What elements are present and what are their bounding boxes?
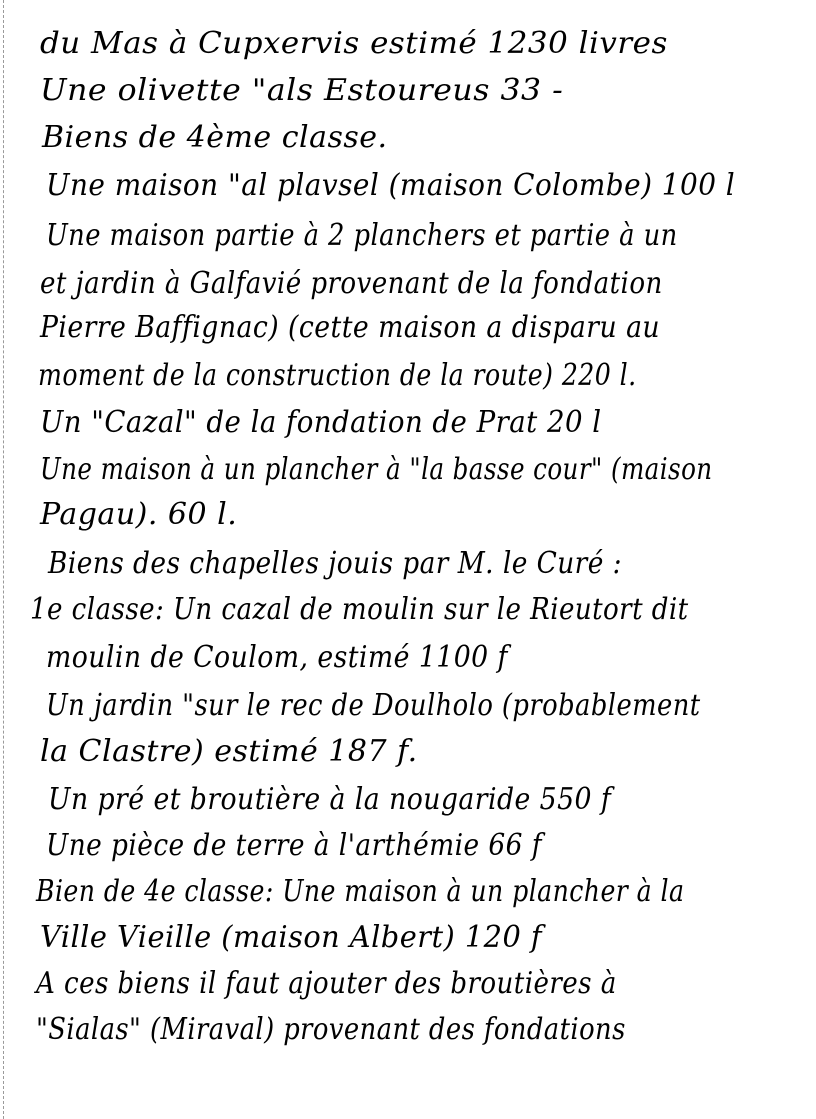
text-line-8: moment de la construction de la route) 220 l. — [38, 358, 637, 393]
text-line-1: du Mas à Cupxervis estimé 1230 livres — [40, 26, 668, 61]
text-line-13: 1e classe: Un cazal de moulin sur le Rieutort dit — [30, 592, 689, 627]
text-line-6: et jardin à Galfavié provenant de la fondation — [40, 266, 663, 301]
scan-edge — [3, 0, 4, 1119]
text-line-18: Une pièce de terre à l'arthémie 66 f — [46, 828, 542, 863]
text-line-21: A ces biens il faut ajouter des broutières à — [36, 966, 617, 1001]
text-line-5: Une maison partie à 2 planchers et partie à un — [46, 218, 678, 253]
text-line-22: "Sialas" (Miraval) provenant des fondations — [36, 1012, 626, 1047]
text-line-3: Biens de 4ème classe. — [42, 120, 388, 155]
text-line-2: Une olivette "als Estoureus 33 - — [40, 73, 564, 108]
text-line-10: Une maison à un plancher à "la basse cour" (maison — [40, 452, 713, 487]
text-line-16: la Clastre) estimé 187 f. — [40, 734, 418, 769]
text-line-17: Un pré et broutière à la nougaride 550 f — [48, 782, 612, 817]
text-line-14: moulin de Coulom, estimé 1100 f — [46, 640, 508, 675]
text-line-19: Bien de 4e classe: Une maison à un plancher à la — [36, 874, 685, 909]
text-line-15: Un jardin "sur le rec de Doulholo (probablement — [46, 688, 701, 723]
text-line-4: Une maison "al plavsel (maison Colombe) 100 l — [46, 168, 736, 203]
text-line-20: Ville Vieille (maison Albert) 120 f — [40, 920, 543, 955]
text-line-9: Un "Cazal" de la fondation de Prat 20 l — [40, 405, 602, 440]
text-line-11: Pagau). 60 l. — [40, 497, 238, 532]
text-line-7: Pierre Baffignac) (cette maison a disparu au — [40, 310, 661, 345]
text-line-12: Biens des chapelles jouis par M. le Curé : — [48, 546, 622, 581]
